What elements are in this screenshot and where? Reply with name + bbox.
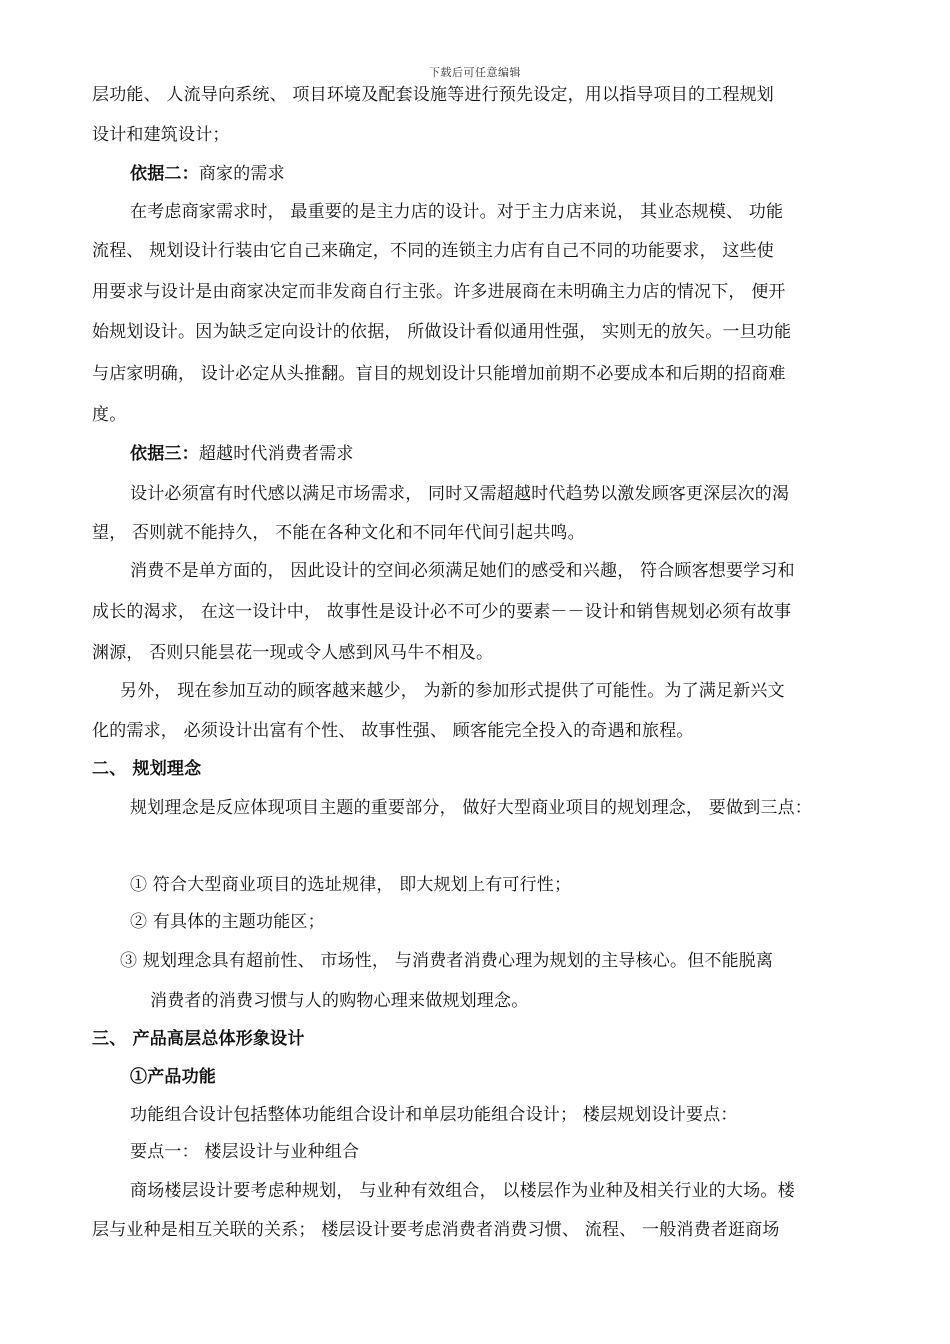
point-one-heading: 要点一： 楼层设计与业种组合: [130, 1142, 360, 1162]
paragraph-line: 望， 否则就不能持久， 不能在各种文化和不同年代间引起共鸣。: [92, 523, 585, 543]
paragraph-line: 商场楼层设计要考虑种规划， 与业种有效组合， 以楼层作为业种及相关行业的大场。楼: [130, 1181, 795, 1201]
basis-two-heading: [130, 163, 285, 185]
subheading-product-function: ①产品功能: [130, 1067, 216, 1087]
basis-three-title: 超越时代消费者需求: [198, 444, 354, 464]
paragraph-line: 渊源， 否则只能昙花一现或令人感到风马牛不相及。: [92, 643, 494, 663]
paragraph-line: 消费不是单方面的， 因此设计的空间必须满足她们的感受和兴趣， 符合顾客想要学习和: [130, 561, 795, 581]
basis-three-label: 依据三：: [130, 444, 199, 464]
paragraph-line: 度。: [92, 405, 127, 425]
paragraph-line: 始规划设计。因为缺乏定向设计的依据， 所做设计看似通用性强， 实则无的放矢。一旦功能: [92, 322, 792, 342]
paragraph-line: 功能组合设计包括整体功能组合设计和单层功能组合设计； 楼层规划设计要点：: [130, 1105, 738, 1125]
paragraph-line: 层功能、 人流导向系统、 项目环境及配套设施等进行预先设定，用以指导项目的工程规划: [92, 85, 775, 105]
paragraph-line: 与店家明确， 设计必定从头推翻。盲目的规划设计只能增加前期不必要成本和后期的招商难: [92, 364, 786, 384]
paragraph-line: 层与业种是相互关联的关系； 楼层设计要考虑消费者消费习惯、 流程、 一般消费者逛商场: [92, 1220, 780, 1240]
list-item: ② 有具体的主题功能区；: [130, 912, 325, 932]
page-header-note: 下载后可任意编辑: [429, 66, 521, 79]
paragraph-line: 用要求与设计是由商家决定而非发商自行主张。许多进展商在未明确主力店的情况下， 便开: [92, 282, 786, 302]
paragraph-line: 在考虑商家需求时， 最重要的是主力店的设计。对于主力店来说， 其业态规模、 功能: [130, 202, 784, 222]
paragraph-line: 规划理念是反应体现项目主题的重要部分， 做好大型商业项目的规划理念， 要做到三点：: [130, 798, 813, 818]
list-item: ① 符合大型商业项目的选址规律， 即大规划上有可行性；: [130, 875, 572, 895]
basis-two-title: 商家的需求: [198, 164, 285, 184]
list-item-continuation: 消费者的消费习惯与人的购物心理来做规划理念。: [150, 991, 529, 1011]
paragraph-line: 化的需求， 必须设计出富有个性、 故事性强、 顾客能完全投入的奇遇和旅程。: [92, 721, 694, 741]
paragraph-line: 设计必须富有时代感以满足市场需求， 同时又需超越时代趋势以激发顾客更深层次的渴: [130, 484, 790, 504]
paragraph-line: 另外， 现在参加互动的顾客越来越少， 为新的参加形式提供了可能性。为了满足新兴文: [120, 681, 785, 701]
section-heading-planning-concept: 二、 规划理念: [92, 759, 202, 779]
list-item: ③ 规划理念具有超前性、 市场性， 与消费者消费心理为规划的主导核心。但不能脱离: [120, 951, 774, 971]
basis-three-heading: [130, 443, 354, 465]
section-heading-product-image: 三、 产品高层总体形象设计: [92, 1029, 305, 1049]
paragraph-line: 流程、 规划设计行装由它自己来确定，不同的连锁主力店有自己不同的功能要求， 这些使: [92, 241, 775, 261]
basis-two-label: 依据二：: [130, 164, 199, 184]
paragraph-line: 设计和建筑设计；: [92, 125, 230, 145]
paragraph-line: 成长的渴求， 在这一设计中， 故事性是设计必不可少的要素－－设计和销售规划必须有故事: [92, 602, 792, 622]
